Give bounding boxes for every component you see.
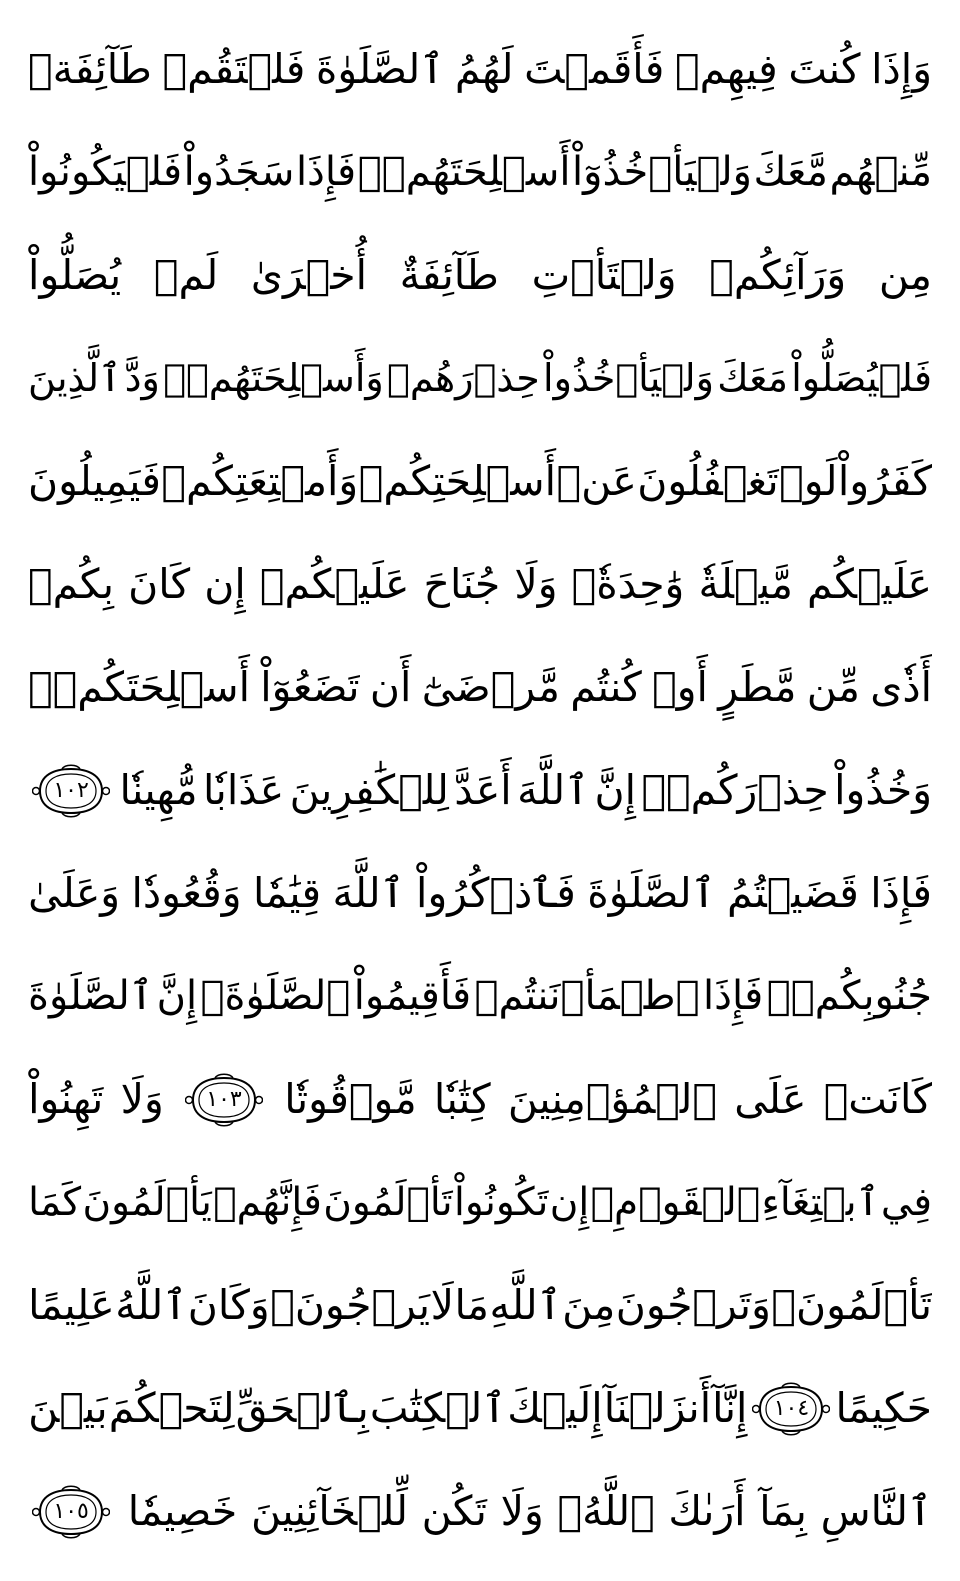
quran-word: عَلَى [734,1075,807,1123]
quran-word: بَيۡنَ [28,1384,108,1432]
quran-word: حِذۡرَكُمۡۗ [641,766,829,814]
quran-word: تَأۡلَمُونَ [323,1180,453,1225]
quran-word: لِتَحۡكُمَ [108,1384,235,1432]
quran-word: لِّلۡخَآئِنِينَ [250,1487,408,1535]
quran-word: مَعَكَ [717,356,788,400]
quran-word: إِن [204,560,246,608]
text-line [28,533,932,636]
quran-word: مِن [878,251,932,299]
quran-word: وَلَا [120,1075,164,1123]
quran-word: أَسۡلِحَتِكُمۡ [358,457,557,505]
quran-word: ٱللَّهُۚ [557,1487,655,1535]
quran-word: تَضَعُوٓاْ [260,663,360,711]
quran-word: وَلۡتَأۡتِ [531,251,677,299]
quran-word: حَكِيمًا [835,1384,932,1432]
quran-word: وَعَلَىٰ [28,869,121,917]
quran-word: تَكُونُواْ [454,1180,549,1225]
ayah-number-marker [185,1072,263,1128]
ayah-number: ١٠٣ [206,1086,242,1112]
quran-word: فِي [880,1180,932,1225]
text-line [28,430,932,533]
quran-word: وَلۡيَأۡخُذُوٓاْ [572,149,752,195]
quran-word: تَأۡلَمُونَۖ [771,1281,932,1329]
quran-word: جُنَاحَ [423,560,501,608]
text-line [28,327,932,430]
quran-word: مَا [454,1281,489,1329]
quran-word: ٱلَّذِينَ [28,356,122,400]
quran-word: جُنُوبِكُمۡۚ [766,973,932,1019]
quran-word: ٱللَّهُ [115,1281,188,1329]
quran-word: فَلۡيَكُونُواْ [28,149,183,195]
text-line [28,18,932,121]
quran-word: وَٰحِدَةٗۚ [571,560,685,608]
quran-word: أَسۡلِحَتَكُمۡۖ [28,663,250,711]
quran-word: وَأَمۡتِعَتِكُمۡ [161,457,359,505]
quran-word: لَهُمُ [454,45,514,93]
quran-word: وَلۡيَأۡخُذُواْ [543,356,714,400]
quran-word: طَآئِفَةٌ [399,251,499,299]
quran-word: كَانَتۡ [823,1075,932,1123]
quran-word: ٱلۡكِتَٰبَ [369,1384,507,1432]
quran-word: وَلَا [500,1487,544,1535]
quran-word: فَإِذَا [703,973,764,1019]
quran-word: وَتَرۡجُونَ [615,1281,771,1329]
quran-word: كُنتَ [788,45,861,93]
text-line [28,1357,932,1460]
text-line [28,1254,932,1357]
quran-word: تَغۡفُلُونَ [637,457,779,505]
text-line [28,842,932,945]
quran-word: فَإِذَا [870,869,932,917]
text-line [28,739,932,842]
ayah-number-marker [32,1484,110,1540]
quran-word: أَذٗى [870,663,932,711]
quran-word: كِتَٰبٗا [433,1075,491,1123]
quran-word: ٱبۡتِغَآءِ [761,1180,880,1225]
quran-word: فَأَقِيمُواْ [353,973,472,1019]
quran-word: مِّن [806,663,860,711]
quran-word: تَكُن [421,1487,487,1535]
quran-word: ٱلنَّاسِ [820,1487,932,1535]
quran-word: فَإِنَّهُمۡ [213,1180,322,1225]
quran-word: ٱلصَّلَوٰةَۚ [200,973,351,1019]
quran-word: وَإِذَا [871,45,932,93]
quran-word: فَلۡتَقُمۡ [162,45,306,93]
quran-word: أَنزَلۡنَآ [603,1384,712,1432]
quran-word: ٱللَّهِ [489,1281,562,1329]
quran-word: مَّعَكَ [753,149,828,195]
quran-word: وَكَانَ [187,1281,270,1329]
quran-word: قَضَيۡتُمُ [727,869,859,917]
quran-word: إِن [549,1180,590,1225]
quran-word: ٱلۡقَوۡمِۖ [590,1180,761,1225]
quran-word: أُخۡرَىٰ [250,251,367,299]
ayah-number: ١٠٢ [53,777,89,803]
quran-word: أَن [369,663,412,711]
text-line [28,945,932,1048]
quran-word: فَإِذَا [295,149,357,195]
quran-word: فَيَمِيلُونَ [28,457,161,505]
quran-word: لِلۡكَٰفِرِينَ [289,766,449,814]
quran-word: إِنَّ [594,766,637,814]
quran-word: بِمَآ [759,1487,807,1535]
quran-word: فَٱذۡكُرُواْ [416,869,576,917]
quran-word: وَرَآئِكُمۡ [709,251,847,299]
quran-word: مَّوۡقُوتٗا [284,1075,417,1123]
quran-word: أَعَدَّ [454,766,512,814]
quran-word: ٱللَّهَ [517,766,590,814]
quran-word: عَلَيۡكُمۡ [259,560,410,608]
quran-word: بِٱلۡحَقِّ [235,1384,369,1432]
quran-word: يَرۡجُونَۗ [270,1281,431,1329]
quran-word: وَخُذُواْ [834,766,932,814]
quran-word: فَلۡيُصَلُّواْ [791,356,932,400]
quran-word: فَأَقَمۡتَ [524,45,665,93]
quran-word: أَرَىٰكَ [668,1487,746,1535]
quran-word: طَآئِفَةٞ [28,45,152,93]
quran-word: لَوۡ [779,457,838,505]
quran-word: قِيَٰمٗا [252,869,322,917]
quran-word: مَّيۡلَةٗ [698,560,793,608]
quran-word: وَأَسۡلِحَتَهُمۡۗ [163,356,384,400]
ayah-number: ١٠٤ [773,1395,810,1421]
quran-word: لَمۡ [153,251,219,299]
quran-word: حِذۡرَهُمۡ [387,356,540,400]
quran-word: عَنۡ [556,457,637,505]
quran-word: وَلَا [514,560,558,608]
quran-word: لَا [430,1281,455,1329]
quran-word: عَلِيمًا [28,1281,115,1329]
quran-word: أَوۡ [652,663,708,711]
quran-word: إِلَيۡكَ [507,1384,603,1432]
quran-word: مُّهِينٗا [119,766,198,814]
quran-word: يُصَلُّواْ [28,251,122,299]
text-line [28,636,932,739]
quran-word: ٱلصَّلَوٰةَ [587,869,716,917]
quran-word: كَمَا [28,1180,82,1225]
quran-word: إِنَّ [156,973,198,1019]
quran-word: كَانَ [128,560,191,608]
quran-word: فِيهِمۡ [675,45,778,93]
quran-word: كُنتُم [570,663,642,711]
text-line [28,1460,932,1563]
ayah-number-marker [32,763,110,819]
quran-word: خَصِيمٗا [127,1487,238,1535]
quran-word: وَدَّ [124,356,160,400]
text-line [28,1048,932,1151]
quran-word: ٱلصَّلَوٰةَ [28,973,154,1019]
quran-word: مَّرۡضَىٰٓ [421,663,560,711]
text-line [28,1151,932,1254]
quran-word: يَأۡلَمُونَ [82,1180,212,1225]
quran-word: كَفَرُواْ [837,457,932,505]
quran-word: ٱلۡمُؤۡمِنِينَ [507,1075,718,1123]
ayah-number: ١٠٥ [53,1498,89,1524]
text-line [28,224,932,327]
quran-word: مَّطَرٍ [718,663,797,711]
quran-word: مِّنۡهُم [829,149,932,195]
quran-word: ٱلصَّلَوٰةَ [315,45,445,93]
quran-word: تَهِنُواْ [28,1075,104,1123]
quran-word: مِنَ [562,1281,616,1329]
quran-word: سَجَدُواْ [183,149,295,195]
quran-word: بِكُمۡ [28,560,114,608]
quran-word: عَلَيۡكُم [807,560,932,608]
ayah-number-marker [752,1381,830,1437]
quran-word: ٱللَّهَ [332,869,405,917]
quran-word: وَقُعُودٗا [131,869,242,917]
quran-word: إِنَّآ [712,1384,748,1432]
quran-word: ٱطۡمَأۡنَنتُمۡ [474,973,700,1019]
quran-word: أَسۡلِحَتَهُمۡۖ [357,149,571,195]
quran-word: عَذَابٗا [202,766,285,814]
text-line [28,121,932,224]
